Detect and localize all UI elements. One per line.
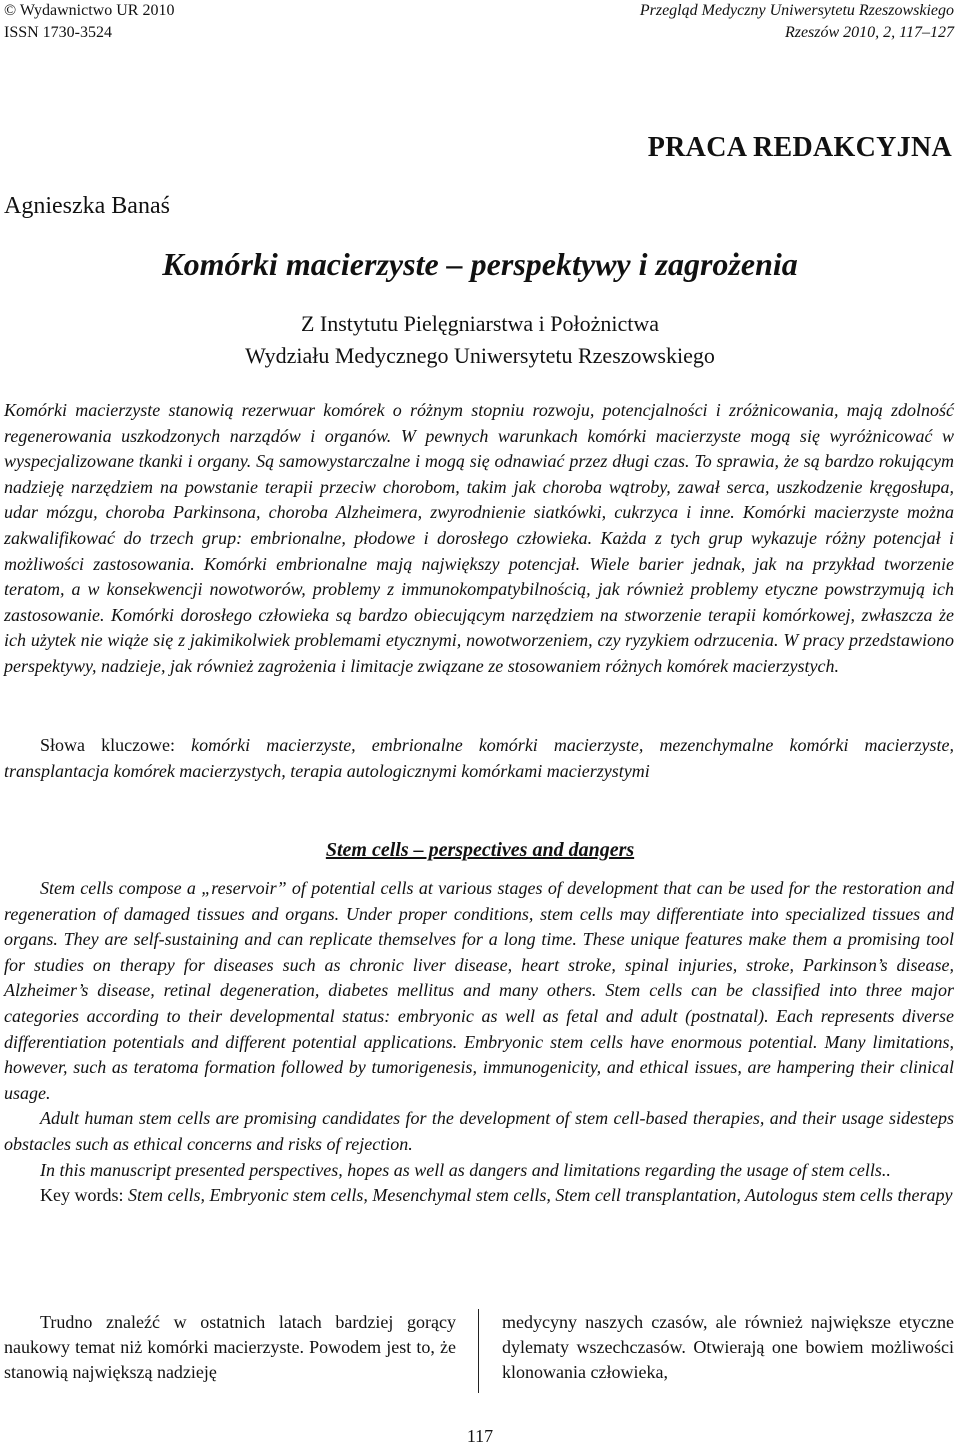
abstract-polish: Komórki macierzyste stanowią rezerwuar komórek o różnym stopniu rozwoju, potencjalności i zróżnicowania, mają zdolność regenerowania uszkodzonych narządów i organów. W pewnych warunkach komórki macierzyste mogą się wyróżnicować w wyspecjalizowane tkanki i organy. Są samowystarczalne i mogą się odnawiać przez długi czas. To sprawia, że są bardzo rokującym nadzieję narzędziem na powstanie terapii przeciw chorobom, takim jak choroba wątroby, zawał serca, uszkodzenie kręgosłupa, udar mózgu, choroba Parkinsona, choroba Alzheimera, zwyrodnienie siatkówki, cukrzyca i inne. Komórki macierzyste można zakwalifikować do trzech grup: embrionalne, płodowe i dorosłego człowieka. Każda z tych grup wykazuje różny potencjał i możliwości zastosowania. Komórki embrionalne mają największy potencjał. Wiele barier jednak, jak na przykład tworzenie teratom, a w konsekwencji nowotworów, problemy z immunokompatybilnością, jak również problemy etyczne powstrzymują ich zastosowanie. Komórki dorosłego człowieka są bardzo obiecującym narzędziem na stworzenie terapii komórkowej, zwłaszcza że ich użytek nie wiąże się z jakimikolwiek problemami etycznymi, nowotworzeniem, czy ryzykiem odrzucenia. W pracy przedstawiono perspektywy, nadzieje, jak również zagrożenia i limitacje związane ze stosowaniem różnych komórek macierzystych.: [4, 400, 954, 676]
keywords-polish-text: komórki macierzyste, embrionalne komórki macierzyste, mezenchymalne komórki macierzyste, transplantacja komórek macierzystych, terapia autologicznymi komórkami macierzystymi: [4, 735, 955, 781]
abstract-english-p3: In this manuscript presented perspectives, hopes as well as dangers and limitations regarding the usage of stem cells..: [40, 1159, 891, 1180]
affiliation-line-1: Z Instytutu Pielęgniarstwa i Położnictwa: [300, 311, 660, 336]
keywords-polish: [4, 733, 954, 784]
abstract-english-p2: Adult human stem cells are promising candidates for the development of stem cell-based therapies, and their usage sidesteps obstacles such as ethical concerns and risks of rejection.: [4, 1108, 954, 1154]
keywords-polish-label: Słowa kluczowe:: [40, 735, 176, 755]
body-right-paragraph: medycyny naszych czasów, ale również największe etyczne dylematy wszechczasów. Otwierają one bowiem możliwości klonowania człowieka,: [502, 1312, 954, 1382]
page-number: 117: [466, 1426, 494, 1446]
english-title: Stem cells – perspectives and dangers: [325, 839, 635, 861]
keywords-english: [4, 1183, 954, 1209]
keywords-english-label: Key words:: [40, 1185, 124, 1206]
copyright-line: © Wydawnictwo UR 2010: [4, 2, 175, 19]
body-left-paragraph: Trudno znaleźć w ostatnich latach bardziej gorący naukowy temat niż komórki macierzyste. Powodem jest to, że stanowią największą nadzieję: [4, 1312, 456, 1382]
body-column-right: [502, 1310, 954, 1385]
keywords-english-text: Stem cells, Embryonic stem cells, Mesenchymal stem cells, Stem cell transplantation, Autologus stem cells therapy: [123, 1185, 953, 1206]
author-name: Agnieszka Banaś: [4, 193, 170, 219]
issn-line: ISSN 1730-3524: [4, 24, 113, 41]
journal-header-right: [640, 0, 954, 44]
section-type-label: PRACA REDAKCYJNA: [647, 132, 952, 163]
affiliation: [0, 308, 960, 372]
affiliation-line-2: Wydziału Medycznego Uniwersytetu Rzeszowskiego: [245, 343, 715, 368]
body-column-left: [4, 1310, 456, 1385]
abstract-english: [4, 876, 954, 1209]
journal-issue: Rzeszów 2010, 2, 117–127: [784, 24, 954, 41]
abstract-english-p1: Stem cells compose a „reservoir” of potential cells at various stages of development that can be used for the restoration and regeneration of damaged tissues and organs. Under proper conditions, stem cells may differentiate into specialized tissues and organs. They are self-sustaining and can replicate themselves for a long time. These unique features make them a promising tool for studies on therapy for diseases such as chronic liver disease, heart stroke, spinal injuries, stroke, Parkinson’s disease, Alzheimer’s disease, retinal degeneration, diabetes mellitus and many others. Stem cells can be classified into three major categories according to their developmental status: embryonic as well as fetal and adult (postnatal). Each represents diverse differentiation potentials and different potential applications. Embryonic stem cells have enormous potential. Many limitations, however, such as teratoma formation followed by tumorigenesis, immunogenicity, and ethical issues, are hampering their clinical usage.: [4, 878, 954, 1103]
column-divider: [478, 1309, 479, 1393]
journal-name: Przegląd Medyczny Uniwersytetu Rzeszowskiego: [639, 2, 954, 19]
article-title: Komórki macierzyste – perspektywy i zagrożenia: [162, 246, 798, 282]
journal-header-left: [4, 0, 174, 44]
